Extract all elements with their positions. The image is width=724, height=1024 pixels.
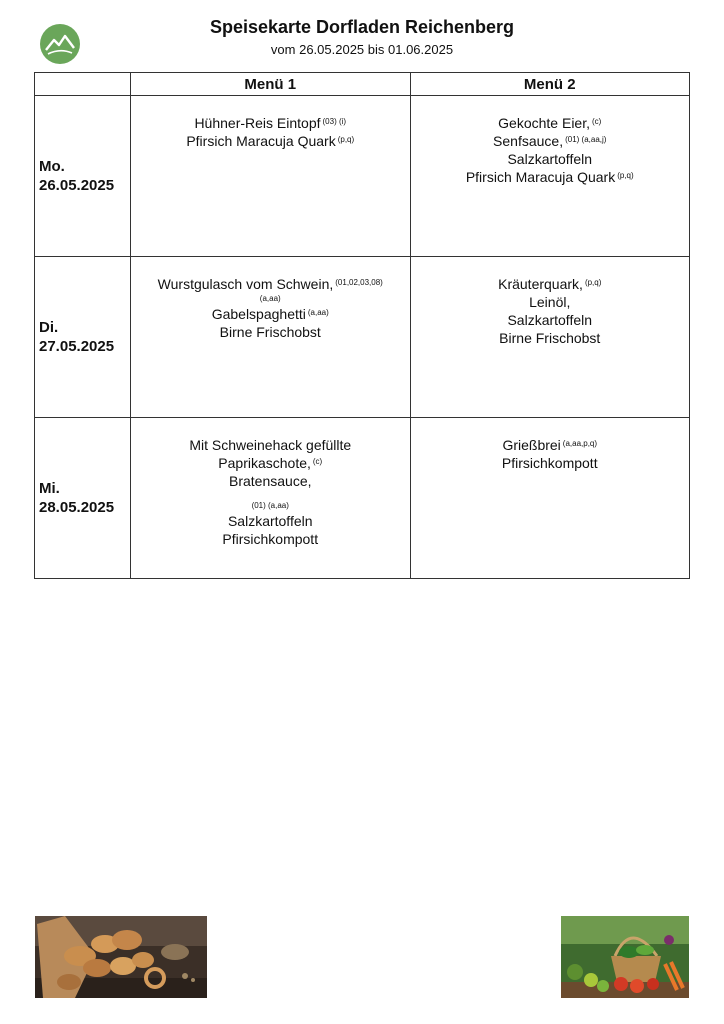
dish-line xyxy=(137,114,404,132)
dish-name: Pfirsich Maracuja Quark xyxy=(186,133,336,149)
header-menu-1: Menü 1 xyxy=(131,73,411,96)
date-label: 26.05.2025 xyxy=(39,177,115,194)
allergen-codes: (01) (a,aa,j) xyxy=(565,135,607,144)
allergen-codes: (a,aa,p,q) xyxy=(562,439,598,448)
date-label: 27.05.2025 xyxy=(39,338,115,355)
dish-name: Grießbrei xyxy=(502,437,561,453)
dish-line xyxy=(417,329,684,347)
dish-name: Leinöl, xyxy=(529,294,571,310)
dish-line xyxy=(417,114,684,132)
header-menu-2: Menü 2 xyxy=(410,73,690,96)
dish-line xyxy=(417,436,684,454)
dish-line xyxy=(137,472,404,490)
allergen-codes: (01,02,03,08) xyxy=(335,278,383,287)
dish-line xyxy=(137,454,404,472)
day-cell xyxy=(35,257,131,418)
dish-line xyxy=(417,293,684,311)
allergen-codes: (p,q) xyxy=(337,135,355,144)
day-cell xyxy=(35,96,131,257)
dish-line xyxy=(417,132,684,150)
dish-line xyxy=(137,512,404,530)
dish-line xyxy=(137,436,404,454)
dish-name: Mit Schweinehack gefüllte xyxy=(189,437,352,453)
dish-line xyxy=(137,275,404,293)
dish-line xyxy=(417,454,684,472)
dish-line xyxy=(137,305,404,323)
weekday-label: Mo. xyxy=(39,158,65,175)
weekday-label: Di. xyxy=(39,319,59,336)
dish-name: Bratensauce, xyxy=(229,473,312,489)
dish-line xyxy=(137,323,404,341)
table-row xyxy=(35,257,690,418)
allergen-codes: (a,aa) xyxy=(259,294,281,303)
dish-name: Paprikaschote, xyxy=(218,455,311,471)
table-row xyxy=(35,96,690,257)
dish-name: Kräuterquark, xyxy=(498,276,583,292)
menu-2-cell xyxy=(410,96,690,257)
dish-name: Senfsauce, xyxy=(493,133,564,149)
allergen-codes: (01) (a,aa) xyxy=(251,501,289,510)
dish-line xyxy=(137,132,404,150)
allergen-codes: (c) xyxy=(312,457,323,466)
dish-line xyxy=(417,150,684,168)
header-day-cell xyxy=(35,73,131,96)
menu-1-cell xyxy=(131,257,411,418)
menu-2-cell xyxy=(410,418,690,579)
dish-line xyxy=(137,530,404,548)
weekday-label: Mi. xyxy=(39,480,60,497)
dish-line xyxy=(417,275,684,293)
dish-name: Pfirsichkompott xyxy=(501,455,598,471)
dish-name: Birne Frischobst xyxy=(219,324,321,340)
page-title: Speisekarte Dorfladen Reichenberg xyxy=(209,17,515,37)
dish-name: Pfirsich Maracuja Quark xyxy=(465,169,616,185)
allergen-codes: (c) xyxy=(592,117,602,126)
bread-basket-photo xyxy=(35,916,207,998)
day-cell xyxy=(35,418,131,579)
dish-name: Birne Frischobst xyxy=(499,330,601,346)
dish-name: Salzkartoffeln xyxy=(507,151,593,167)
allergen-codes: (p,q) xyxy=(617,171,634,180)
menu-2-cell xyxy=(410,257,690,418)
dish-line xyxy=(417,311,684,329)
dish-name: Gekochte Eier, xyxy=(498,115,590,131)
menu-table xyxy=(34,72,690,579)
menu-1-cell xyxy=(131,418,411,579)
date-range: vom 26.05.2025 bis 01.06.2025 xyxy=(270,42,454,57)
menu-1-cell xyxy=(131,96,411,257)
table-header-row xyxy=(35,73,690,96)
allergen-codes: (03) (i) xyxy=(322,117,347,126)
dish-name: Salzkartoffeln xyxy=(227,513,313,529)
dish-name: Pfirsichkompott xyxy=(222,531,319,547)
vegetable-basket-photo xyxy=(561,916,689,998)
dish-line xyxy=(417,168,684,186)
date-label: 28.05.2025 xyxy=(39,499,115,516)
dish-name: Salzkartoffeln xyxy=(507,312,593,328)
allergen-codes: (p,q) xyxy=(584,278,602,287)
allergen-codes: (a,aa) xyxy=(307,308,329,317)
dish-name: Wurstgulasch vom Schwein, xyxy=(157,276,334,292)
dish-name: Gabelspaghetti xyxy=(211,306,306,322)
dish-name: Hühner-Reis Eintopf xyxy=(194,115,321,131)
table-row xyxy=(35,418,690,579)
